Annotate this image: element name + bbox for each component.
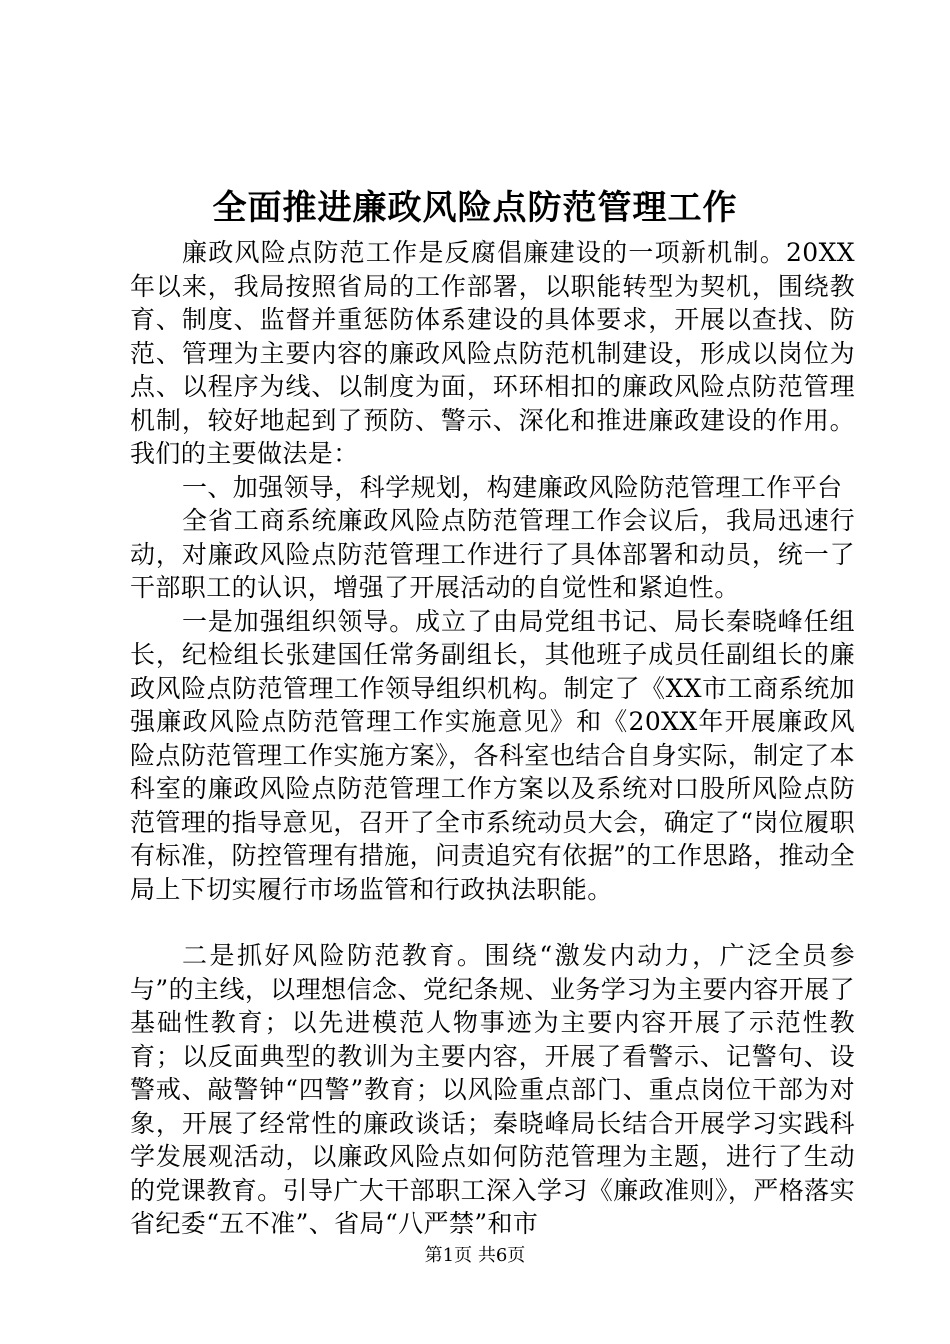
paragraph-intro: 廉政风险点防范工作是反腐倡廉建设的一项新机制。20XX年以来，我局按照省局的工作部署，以职能转型为契机，围绕教育、制度、监督并重惩防体系建设的具体要求，开展以查找、防范、管理为主要内容的廉政风险点防范机制建设，形成以岗位为点、以程序为线、以制度为面，环环相扣的廉政风险点防范管理机制，较好地起到了预防、警示、深化和推进廉政建设的作用。我们的主要做法是： [130,238,855,468]
paragraph-section-1-intro: 全省工商系统廉政风险点防范管理工作会议后，我局迅速行动，对廉政风险点防范管理工作进行了具体部署和动员，统一了干部职工的认识，增强了开展活动的自觉性和紧迫性。 [130,506,855,602]
section-heading-1: 一、加强领导，科学规划，构建廉政风险防范管理工作平台 [182,472,843,502]
document-title: 全面推进廉政风险点防范管理工作 [212,188,738,228]
document-body [130,236,855,1241]
paragraph-organization-leadership: 一是加强组织领导。成立了由局党组书记、局长秦晓峰任组长，纪检组长张建国任常务副组长，其他班子成员任副组长的廉政风险点防范管理工作领导组织机构。制定了《XX市工商系统加强廉政风险点防范管理工作实施意见》和《20XX年开展廉政风险点防范管理工作实施方案》，各科室也结合自身实际，制定了本科室的廉政风险点防范管理工作方案以及系统对口股所风险点防范管理的指导意见，召开了全市系统动员大会，确定了“岗位履职有标准，防控管理有措施，问责追究有依据”的工作思路，推动全局上下切实履行市场监管和行政执法职能。 [130,606,855,904]
page-number-footer: 第1页 共6页 [424,1245,526,1266]
paragraph-risk-education: 二是抓好风险防范教育。围绕“激发内动力，广泛全员参与”的主线，以理想信念、党纪条规、业务学习为主要内容开展了基础性教育；以先进模范人物事迹为主要内容开展了示范性教育；以反面典型的教训为主要内容，开展了看警示、记警句、设警戒、敲警钟“四警”教育；以风险重点部门、重点岗位干部为对象，开展了经常性的廉政谈话；秦晓峰局长结合开展学习实践科学发展观活动，以廉政风险点如何防范管理为主题，进行了生动的党课教育。引导广大干部职工深入学习《廉政准则》，严格落实省纪委“五不准”、省局“八严禁”和市 [130,941,855,1238]
